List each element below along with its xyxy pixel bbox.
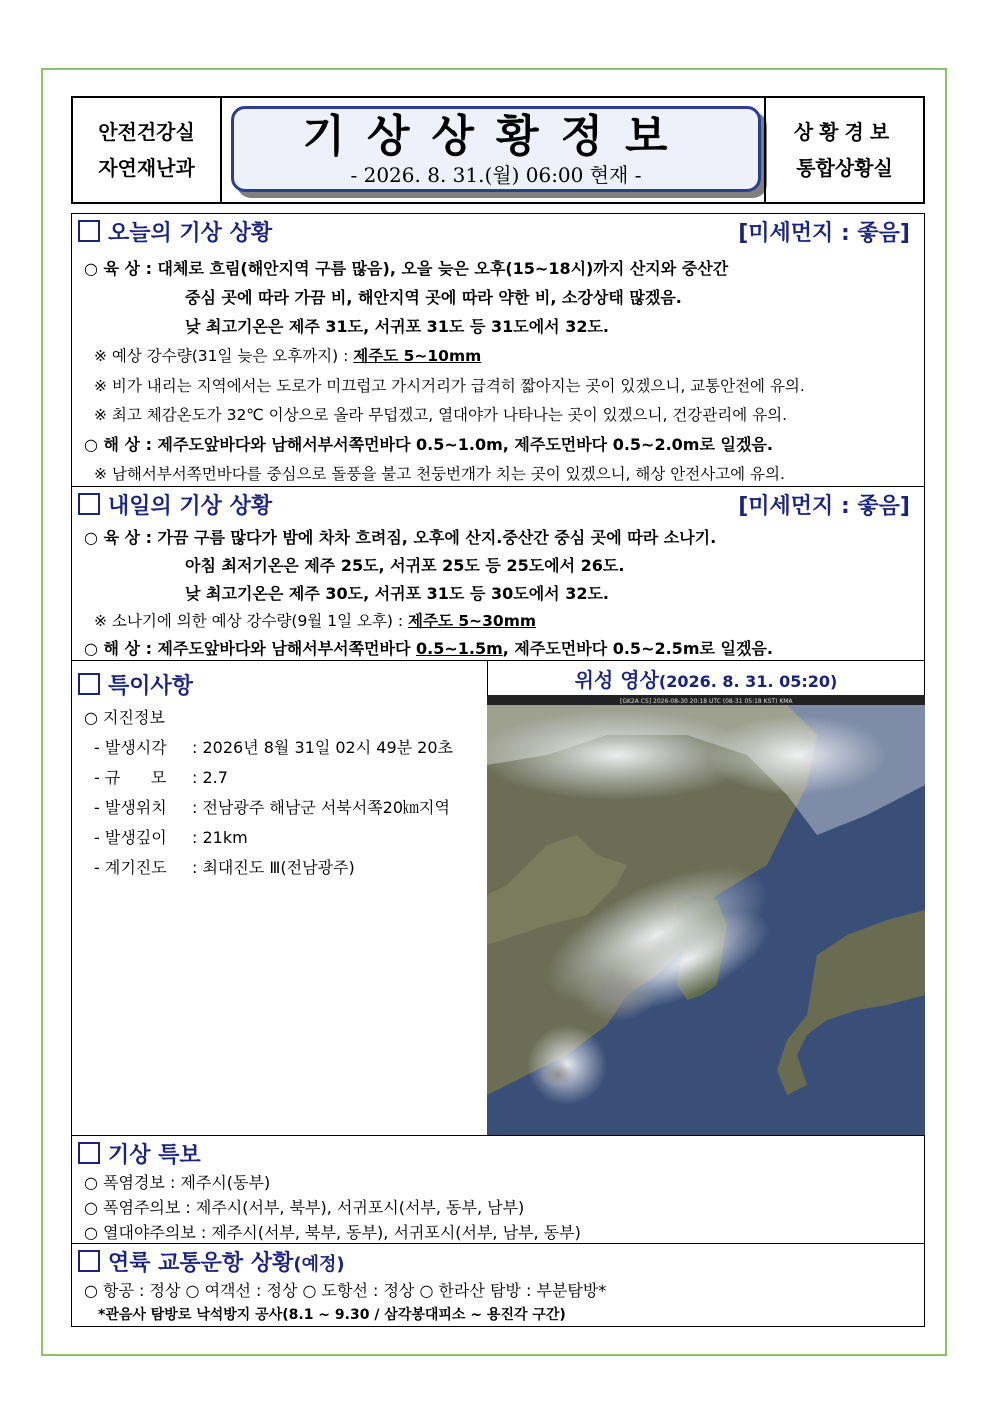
quake-info-row xyxy=(94,795,450,818)
quake-info-value: : 21km xyxy=(192,828,248,847)
quake-info-label: - 발생위치 xyxy=(94,798,167,817)
tomorrow-sea xyxy=(84,636,773,659)
warning-item: ○ 열대야주의보 : 제주시(서부, 북부, 동부), 서귀포시(서부, 남부, 동부) xyxy=(84,1223,581,1242)
warnings-section xyxy=(71,1135,925,1244)
traffic-title xyxy=(78,1246,345,1277)
today-land-3: 낮 최고기온은 제주 31도, 서귀포 31도 등 31도에서 32도. xyxy=(185,317,609,336)
warning-item: ○ 폭염주의보 : 제주시(서부, 북부), 서귀포시(서부, 동부, 남부) xyxy=(84,1198,525,1217)
today-rain-note xyxy=(94,344,481,366)
document-title: 기상상황정보 xyxy=(302,111,690,162)
tomorrow-title xyxy=(78,489,272,520)
quake-info-row xyxy=(94,825,248,848)
tomorrow-land-1: ○ 육 상 : 가끔 구름 많다가 밤에 차차 흐려짐, 오후에 산지.중산간 중심 곳에 따라 소나기. xyxy=(84,528,717,547)
tomorrow-land-2: 아침 최저기온은 제주 25도, 서귀포 25도 등 25도에서 26도. xyxy=(185,556,625,575)
satellite-title-text: 위성 영상 xyxy=(574,668,659,692)
department-line-1: 안전건강실 xyxy=(98,120,195,144)
department-cell xyxy=(73,98,222,202)
tomorrow-section xyxy=(71,486,925,661)
quake-info-label: - 규 모 xyxy=(94,768,167,787)
today-land-2: 중심 곳에 따라 가끔 비, 해안지역 곳에 따라 약한 비, 소강상태 많겠음. xyxy=(185,288,682,307)
quake-info-value: : 2026년 8월 31일 02시 49분 20초 xyxy=(192,738,453,757)
checkbox-icon xyxy=(78,493,100,515)
quake-info-value: : 최대진도 Ⅲ(전남광주) xyxy=(192,858,355,877)
today-title xyxy=(78,216,272,247)
tomorrow-rain-label: ※ 소나기에 의한 예상 강수량(9월 1일 오후) : xyxy=(94,612,409,630)
satellite-title xyxy=(487,664,925,693)
quake-info-label: - 발생시각 xyxy=(94,738,167,757)
office-cell xyxy=(764,98,923,202)
office-line-2: 통합상황실 xyxy=(796,156,893,180)
traffic-title-suffix: (예정) xyxy=(293,1254,345,1275)
tomorrow-dust: [미세먼지 : 좋음] xyxy=(738,494,910,519)
quake-info-row xyxy=(94,765,228,788)
checkbox-icon xyxy=(78,673,100,695)
tomorrow-rain-value: 제주도 5~30mm xyxy=(408,612,537,630)
traffic-title-text: 연륙 교통운항 상황 xyxy=(108,1251,294,1276)
warnings-title xyxy=(78,1138,201,1169)
document-date: - 2026. 8. 31.(월) 06:00 현재 - xyxy=(350,163,642,187)
quake-header: ○ 지진정보 xyxy=(84,708,165,727)
today-note-4: ※ 남해서부서쪽먼바다를 중심으로 돌풍을 불고 천둥번개가 치는 곳이 있겠으니, 해상 안전사고에 유의. xyxy=(94,465,785,483)
today-sea: ○ 해 상 : 제주도앞바다와 남해서부서쪽먼바다 0.5~1.0m, 제주도먼바다 0.5~2.0m로 일겠음. xyxy=(84,435,773,454)
tomorrow-land-3: 낮 최고기온은 제주 30도, 서귀포 31도 등 30도에서 32도. xyxy=(185,584,609,603)
quake-info-value: : 전남광주 해남군 서북서쪽20㎞지역 xyxy=(192,798,450,817)
today-note-2: ※ 비가 내리는 지역에서는 도로가 미끄럽고 가시거리가 급격히 짧아지는 곳이 있겠으니, 교통안전에 유의. xyxy=(94,377,805,395)
today-dust: [미세먼지 : 좋음] xyxy=(738,221,910,246)
special-title xyxy=(78,669,193,700)
traffic-section xyxy=(71,1243,925,1327)
quake-info-label: - 계기진도 xyxy=(94,858,167,877)
quake-info-label: - 발생깊이 xyxy=(94,828,167,847)
warning-item: ○ 폭염경보 : 제주시(동부) xyxy=(84,1173,271,1192)
quake-info-row xyxy=(94,735,453,758)
today-section xyxy=(71,213,925,487)
special-title-text: 특이사항 xyxy=(108,674,194,699)
department-line-2: 자연재난과 xyxy=(98,156,195,180)
tomorrow-sea-a: ○ 해 상 : 제주도앞바다와 남해서부서쪽먼바다 xyxy=(84,639,416,658)
warnings-title-text: 기상 특보 xyxy=(108,1143,201,1168)
satellite-time: (2026. 8. 31. 05:20) xyxy=(658,672,838,691)
tomorrow-rain-note xyxy=(94,609,536,631)
satellite-image xyxy=(487,695,925,1135)
today-land-1: ○ 육 상 : 대체로 흐림(해안지역 구름 많음), 오을 늦은 오후(15~18시)까지 산지와 중산간 xyxy=(84,259,729,278)
satellite-stamp: [GK2A CS] 2026-08-30 20:18 UTC (08-31 05:18 KST) KMA xyxy=(620,698,793,705)
tomorrow-sea-c: , 제주도먼바다 0.5~2.5m로 일겠음. xyxy=(502,639,773,658)
quake-info-value: : 2.7 xyxy=(192,768,228,787)
document-header xyxy=(71,96,925,204)
checkbox-icon xyxy=(78,1142,100,1164)
quake-info-row xyxy=(94,855,355,878)
checkbox-icon xyxy=(78,220,100,242)
today-title-text: 오늘의 기상 상황 xyxy=(108,221,273,246)
today-note-3: ※ 최고 체감온도가 32℃ 이상으로 올라 무덥겠고, 열대야가 나타나는 곳이 있겠으니, 건강관리에 유의. xyxy=(94,406,787,424)
title-box xyxy=(231,106,761,192)
checkbox-icon xyxy=(78,1250,100,1272)
today-rain-value: 제주도 5~10mm xyxy=(353,347,482,365)
office-line-1: 상황경보 xyxy=(793,120,896,144)
traffic-status-line: ○ 항공 : 정상 ○ 여객선 : 정상 ○ 도항선 : 정상 ○ 한라산 탐방 : 부분탐방* xyxy=(84,1281,607,1300)
traffic-note: *관음사 탐방로 낙석방지 공사(8.1 ~ 9.30 / 삼각봉대피소 ~ 용진각 구간) xyxy=(98,1307,566,1323)
today-rain-label: ※ 예상 강수량(31일 늦은 오후까지) : xyxy=(94,347,354,365)
satellite-map xyxy=(487,695,925,1135)
tomorrow-title-text: 내일의 기상 상황 xyxy=(108,494,273,519)
tomorrow-sea-b: 0.5~1.5m xyxy=(416,639,503,658)
